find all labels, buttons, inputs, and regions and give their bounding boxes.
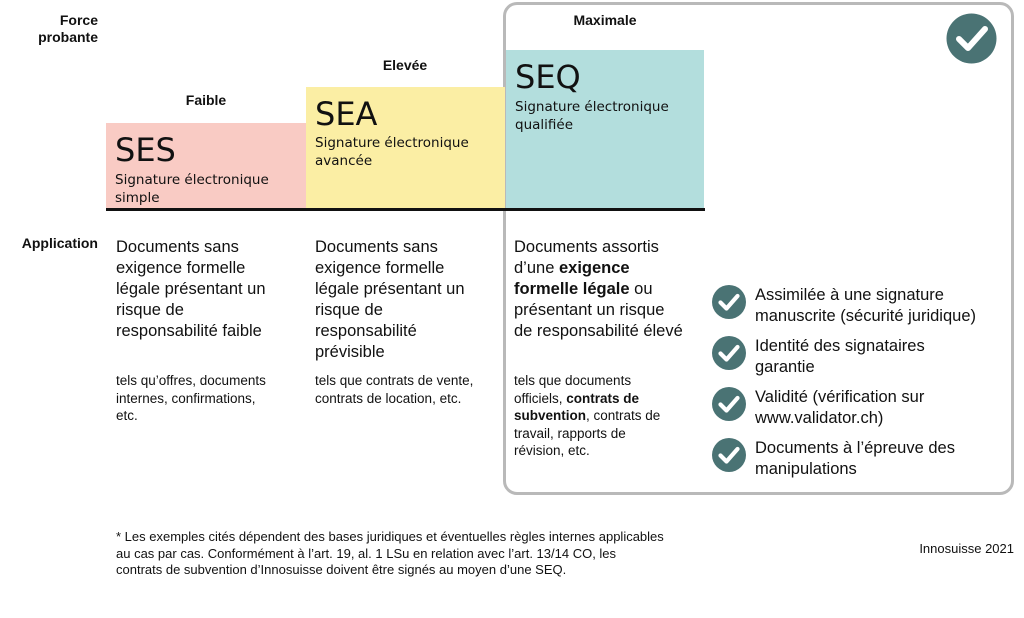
ses-box [106, 123, 306, 209]
seq-examples: tels que documents officiels, contrats de subvention, contrats de travail, rapports de révision, etc. [514, 373, 661, 458]
seq-name: Signature électronique qualifiée [515, 99, 669, 133]
footnote: * Les exemples cités dépendent des bases juridiques et éventuelles règles internes applicables au cas par cas. Conformément à l’art. 19, al. 1 LSu en relation avec l’art. 13/14 CO, les contrats de subvention d’Innosuisse doivent être signés au moyen d’une SEQ. [116, 529, 664, 577]
force-probante-label: Force probante [38, 12, 98, 45]
credit-text: Innosuisse 2021 [919, 541, 1014, 556]
ses-examples: tels qu’offres, documents internes, confirmations, etc. [116, 373, 266, 423]
check-icon [712, 336, 746, 370]
ses-application: Documents sans exigence formelle légale présentant un risque de responsabilité faible [116, 238, 266, 340]
ses-code: SES [115, 131, 176, 169]
feature-item: Documents à l’épreuve des manipulations [712, 438, 1012, 482]
ses-name: Signature électronique simple [115, 172, 269, 206]
sea-application: Documents sans exigence formelle légale présentant un risque de responsabilité prévisible [315, 238, 465, 361]
seq-code: SEQ [515, 58, 581, 96]
sea-code: SEA [315, 95, 378, 133]
feature-item: Assimilée à une signature manuscrite (sécurité juridique) [712, 285, 1012, 329]
feature-item: Validité (vérification sur www.validator.ch) [712, 387, 1012, 431]
seq-application: Documents assortis d’une exigence formelle légale ou présentant un risque de responsabilité élevé [514, 238, 683, 340]
check-circle-icon [946, 13, 997, 64]
level-faible: Faible [185, 92, 227, 108]
feature-item: Identité des signataires garantie [712, 336, 1012, 380]
application-label: Application [21, 235, 98, 251]
level-maximale: Maximale [573, 12, 637, 28]
baseline-divider [106, 208, 705, 211]
level-elevee: Elevée [382, 57, 428, 73]
seq-box [506, 50, 704, 209]
sea-examples: tels que contrats de vente, contrats de location, etc. [315, 373, 474, 406]
check-icon [712, 285, 746, 319]
sea-box [306, 87, 505, 209]
check-icon [712, 387, 746, 421]
sea-name: Signature électronique avancée [315, 135, 469, 169]
check-icon [712, 438, 746, 472]
